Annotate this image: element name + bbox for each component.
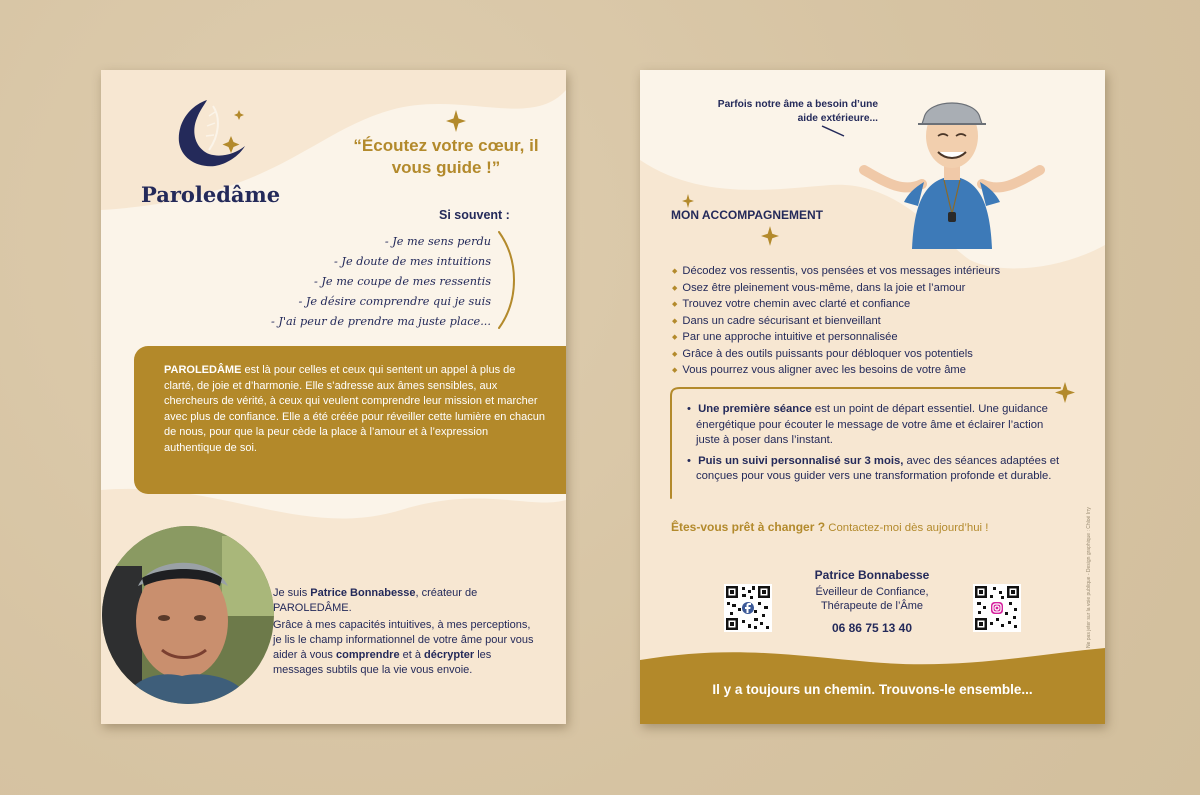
feelings-list <box>221 232 491 332</box>
bubble-pointer <box>820 124 846 138</box>
intro-text: Je suis Patrice Bonnabesse, créateur de PAROLEDÂME. Grâce à mes capacités intuitives, à mes perceptions, je lis le champ informationnel de votre âme pour vous aider à vous comprendre et à décrypter les messages subtils que la vie vous envoie. <box>273 587 534 676</box>
man-illustration <box>852 84 1052 249</box>
list-item: ◆ Osez être pleinement vous-même, dans la joie et l’amour <box>672 281 1000 298</box>
description-box <box>134 346 566 494</box>
list-item: - Je me sens perdu <box>384 235 491 248</box>
session-first: • Une première séance est un point de départ essentiel. Une guidance énergétique pour écouter le message de votre âme et éclairer l’action juste à poser dans l’instant. <box>682 402 1062 449</box>
print-credit: Ne pas jeter sur la voie publique - Design graphique : Chloé Irry <box>1086 507 1092 648</box>
section-title: MON ACCOMPAGNEMENT <box>671 208 823 222</box>
qr-code-facebook[interactable] <box>724 584 772 632</box>
contact-name: Patrice Bonnabesse <box>814 568 930 582</box>
description-brand: PAROLEDÂME <box>164 364 242 376</box>
bracket-curve <box>495 230 521 330</box>
contact-role: Thérapeute de l’Âme <box>820 600 924 612</box>
si-souvent-label: Si souvent : <box>439 208 510 222</box>
sparkle-icon <box>446 110 466 132</box>
quote-heading: “Écoutez votre cœur, il vous guide !” <box>353 136 539 177</box>
speech-bubble-text: Parfois notre âme a besoin d’une aide extérieure... <box>717 99 878 124</box>
author-name: Patrice Bonnabesse <box>310 587 416 599</box>
paroledame-logo-icon <box>169 96 259 176</box>
list-item: ◆ Par une approche intuitive et personnalisée <box>672 330 1000 347</box>
list-item: ◆ Décodez vos ressentis, vos pensées et vos messages intérieurs <box>672 264 1000 281</box>
sparkle-icon <box>761 226 779 246</box>
flyer-front <box>101 70 566 724</box>
list-item: ◆ Vous pourrez vous aligner avec les besoins de votre âme <box>672 363 1000 380</box>
session-followup: • Puis un suivi personnalisé sur 3 mois, avec des séances adaptées et conçues pour vous guider vers une transformation profonde et durable. <box>682 454 1062 485</box>
portrait-photo <box>102 526 274 704</box>
list-item: - J'ai peur de prendre ma juste place... <box>271 315 491 328</box>
footer-slogan: Il y a toujours un chemin. Trouvons-le ensemble... <box>712 682 1033 697</box>
list-item: ◆ Trouvez votre chemin avec clarté et confiance <box>672 297 1000 314</box>
qr-code-instagram[interactable] <box>973 584 1021 632</box>
sessions-text <box>682 402 1062 490</box>
list-item: ◆ Grâce à des outils puissants pour débloquer vos potentiels <box>672 347 1000 364</box>
sparkle-icon <box>682 194 694 208</box>
benefits-list <box>672 264 1000 380</box>
list-item: ◆ Dans un cadre sécurisant et bienveillant <box>672 314 1000 331</box>
description-text: est là pour celles et ceux qui sentent un appel à plus de clarté, de joie et d’harmonie. Elle s’adresse aux âmes sensibles, aux chercheurs de vérité, à ceux qui veulent comprendre leur mission et marcher avec plus de confiance. Elle a été créée pour réveiller cette lumière en chacun de nous, pour que la peur cède la place à l’amour et à l’expression authentique de soi. <box>164 364 545 454</box>
list-item: - Je désire comprendre qui je suis <box>298 295 491 308</box>
call-to-action: Êtes-vous prêt à changer ? Contactez-moi dès aujourd’hui ! <box>671 520 989 534</box>
flyer-back <box>640 70 1105 724</box>
list-item: - Je doute de mes intuitions <box>334 255 491 268</box>
list-item: - Je me coupe de mes ressentis <box>314 275 491 288</box>
contact-block <box>790 568 954 635</box>
contact-role: Éveilleur de Confiance, <box>815 586 929 598</box>
phone-number[interactable]: 06 86 75 13 40 <box>831 621 913 635</box>
brand-name: Paroledâme <box>141 182 281 207</box>
